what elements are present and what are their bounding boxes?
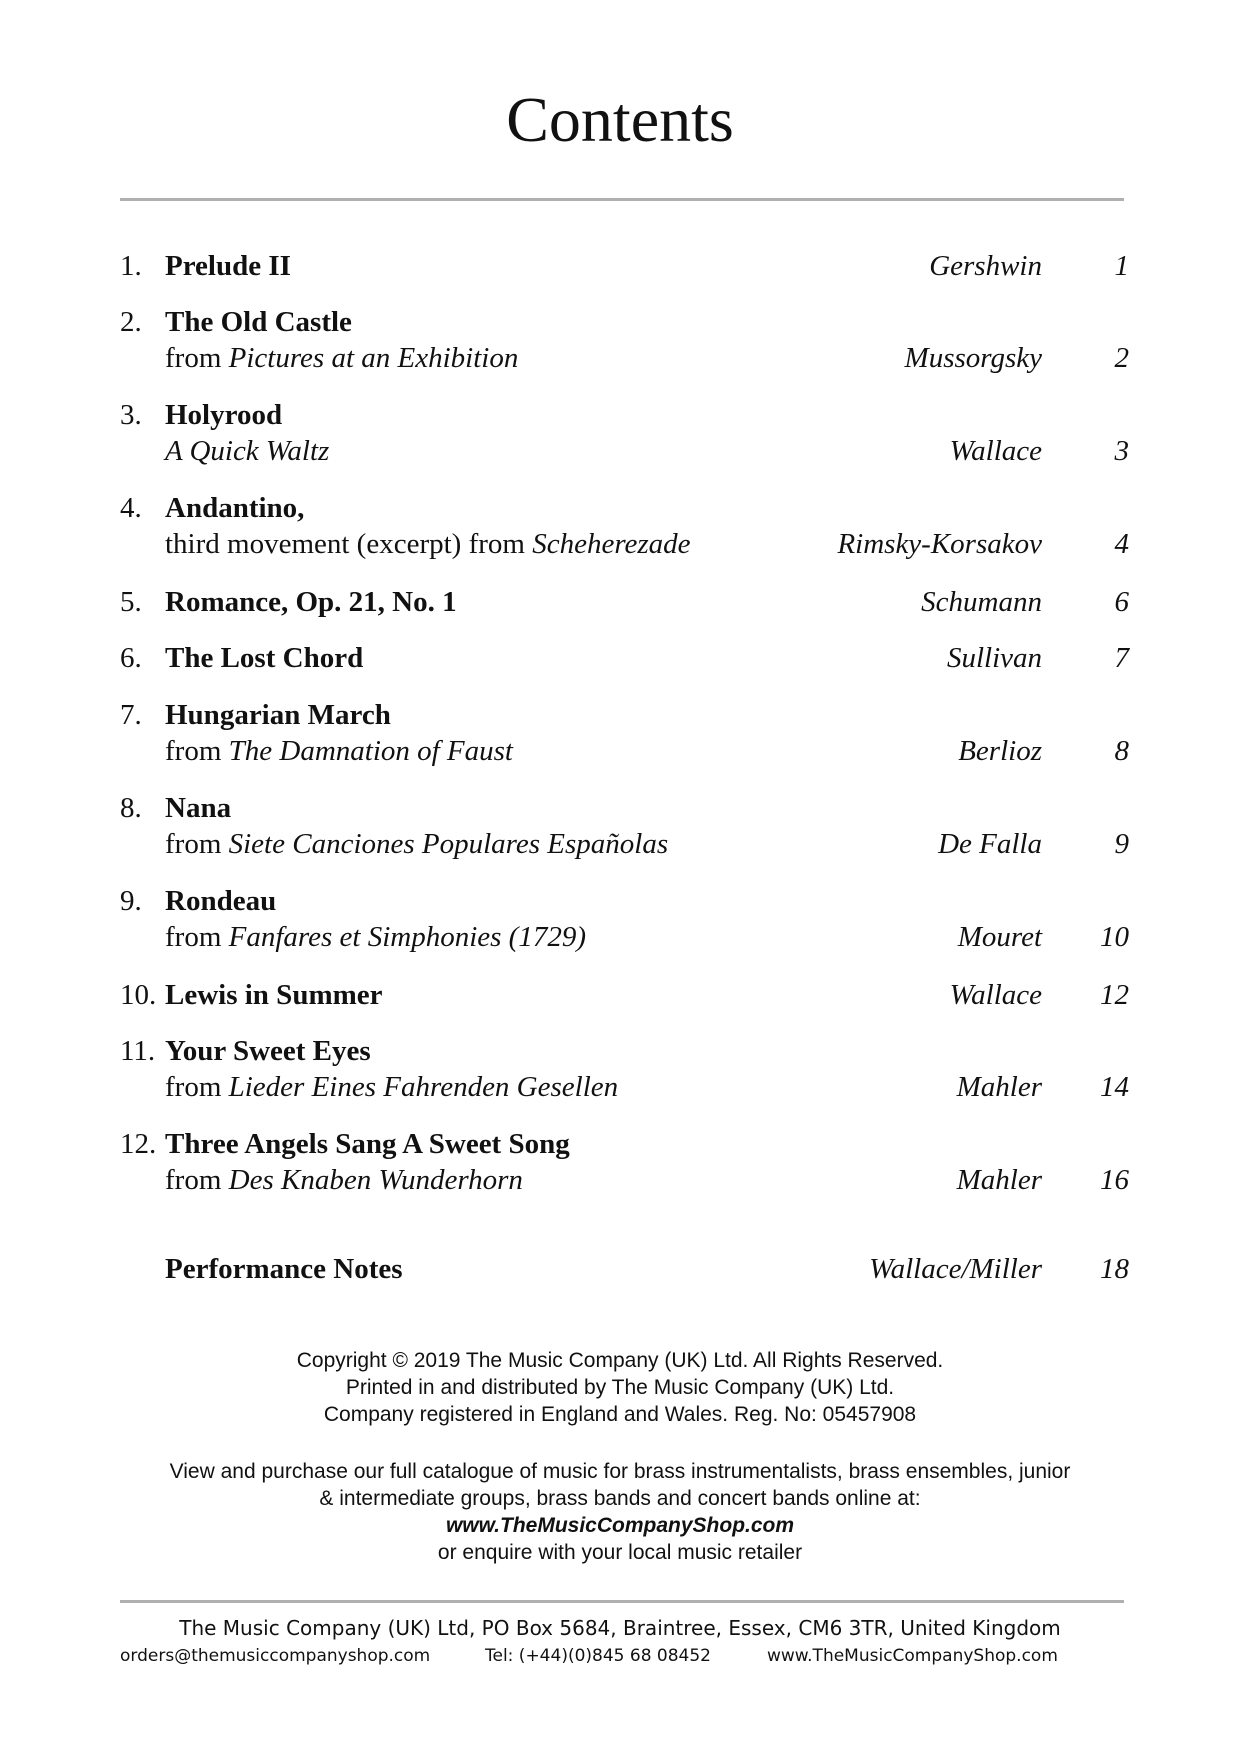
entry-page-number: 3 (1114, 435, 1129, 467)
entry-page-number: 8 (1114, 735, 1129, 767)
entry-number: 11. (120, 1035, 156, 1067)
toc-entry[interactable] (0, 302, 1240, 396)
page-title: Contents (506, 84, 734, 155)
catalogue-line: & intermediate groups, brass bands and concert bands online at: (319, 1487, 921, 1510)
entry-subtitle (165, 824, 668, 864)
toc-entry[interactable] (0, 395, 1240, 489)
entry-page-number: 9 (1114, 828, 1129, 860)
entry-title: Performance Notes (165, 1253, 403, 1285)
entry-number: 12. (120, 1128, 157, 1160)
retailer-line: or enquire with your local music retailer (437, 1541, 803, 1564)
toc-entry[interactable] (0, 695, 1240, 789)
entry-subtitle-prefix: from (165, 1164, 229, 1196)
entry-number: 8. (120, 792, 142, 824)
entry-composer: Wallace/Miller (869, 1253, 1042, 1285)
shop-link[interactable]: www.TheMusicCompanyShop.com (445, 1514, 795, 1537)
entry-subtitle (165, 1067, 618, 1107)
entry-subtitle (165, 431, 329, 471)
entry-page-number: 2 (1114, 342, 1129, 374)
entry-subtitle-prefix: from (165, 828, 229, 860)
entry-composer: Wallace (949, 979, 1042, 1011)
entry-source-work: Fanfares et Simphonies (1729) (228, 921, 586, 953)
entry-number: 1. (120, 250, 142, 282)
entry-subtitle-prefix: from (165, 1071, 229, 1103)
entry-composer: Mouret (957, 921, 1042, 953)
entry-source-work: Scheherezade (532, 528, 691, 560)
entry-title: Rondeau (165, 885, 277, 917)
entry-page-number: 18 (1100, 1253, 1129, 1285)
entry-composer: Gershwin (929, 250, 1042, 282)
entry-source-work: Des Knaben Wunderhorn (228, 1164, 523, 1196)
entry-composer: Schumann (921, 586, 1042, 618)
entry-number: 4. (120, 492, 142, 524)
entry-title: Romance, Op. 21, No. 1 (165, 586, 457, 618)
entry-composer: Sullivan (946, 642, 1042, 674)
entry-page-number: 6 (1114, 586, 1129, 618)
entry-subtitle-prefix: from (165, 342, 229, 374)
entry-title: Hungarian March (165, 699, 391, 731)
entry-composer: Mahler (956, 1164, 1042, 1196)
company-address: The Music Company (UK) Ltd, PO Box 5684, Braintree, Essex, CM6 3TR, United Kingdom (179, 1616, 1061, 1640)
entry-composer: Rimsky-Korsakov (837, 528, 1042, 560)
entry-page-number: 14 (1100, 1071, 1129, 1103)
entry-composer: Berlioz (958, 735, 1042, 767)
entry-title: Nana (165, 792, 232, 824)
bottom-divider (120, 1600, 1124, 1603)
entry-composer: Mahler (956, 1071, 1042, 1103)
entry-page-number: 10 (1100, 921, 1129, 953)
toc-entry-performance-notes[interactable] (0, 1249, 1240, 1343)
entry-subtitle-prefix: third movement (excerpt) from (165, 528, 533, 560)
entry-subtitle-prefix: from (165, 921, 229, 953)
contact-details (0, 1643, 1240, 1669)
distribution-line: Printed in and distributed by The Music Company (UK) Ltd. (345, 1376, 895, 1399)
toc-entry[interactable] (0, 1031, 1240, 1125)
entry-page-number: 1 (1114, 250, 1129, 282)
entry-composer: De Falla (938, 828, 1042, 860)
catalogue-notice (0, 1458, 1240, 1566)
toc-entry[interactable] (0, 488, 1240, 582)
entry-number: 7. (120, 699, 142, 731)
entry-subtitle (165, 731, 513, 771)
catalogue-line: View and purchase our full catalogue of music for brass instrumentalists, brass ensembles, junior (169, 1460, 1071, 1483)
entry-number: 5. (120, 586, 142, 618)
entry-number: 6. (120, 642, 142, 674)
entry-subtitle-prefix: from (165, 735, 229, 767)
entry-composer: Wallace (949, 435, 1042, 467)
entry-number: 9. (120, 885, 142, 917)
entry-title: Andantino, (165, 492, 305, 524)
entry-source-work: Siete Canciones Populares Españolas (228, 828, 669, 860)
entry-title: Prelude II (165, 250, 291, 282)
copyright-line: Copyright © 2019 The Music Company (UK) Ltd. All Rights Reserved. (296, 1349, 944, 1372)
entry-page-number: 4 (1114, 528, 1129, 560)
entry-title: Your Sweet Eyes (165, 1035, 371, 1067)
telephone: Tel: (+44)(0)845 68 08452 (485, 1646, 711, 1666)
entry-title: The Old Castle (165, 306, 352, 338)
entry-page-number: 12 (1100, 979, 1129, 1011)
entry-source-work: A Quick Waltz (165, 435, 330, 467)
top-divider (120, 198, 1124, 201)
entry-subtitle (165, 917, 586, 957)
entry-title: Three Angels Sang A Sweet Song (165, 1128, 570, 1160)
email-link[interactable]: orders@themusiccompanyshop.com (120, 1646, 431, 1666)
entry-number: 2. (120, 306, 142, 338)
website-link[interactable]: www.TheMusicCompanyShop.com (767, 1646, 1058, 1666)
entry-composer: Mussorgsky (904, 342, 1042, 374)
entry-source-work: Pictures at an Exhibition (228, 342, 519, 374)
entry-page-number: 16 (1100, 1164, 1129, 1196)
toc-entry[interactable] (0, 881, 1240, 975)
toc-entry[interactable] (0, 788, 1240, 882)
entry-number: 10. (120, 979, 157, 1011)
entry-number: 3. (120, 399, 142, 431)
entry-title: The Lost Chord (165, 642, 364, 674)
entry-source-work: Lieder Eines Fahrenden Gesellen (228, 1071, 619, 1103)
entry-subtitle (165, 338, 518, 378)
entry-subtitle (165, 1160, 523, 1200)
entry-page-number: 7 (1114, 642, 1129, 674)
copyright-notice (0, 1347, 1240, 1428)
entry-subtitle (165, 524, 691, 564)
toc-entry[interactable] (0, 1124, 1240, 1218)
entry-title: Holyrood (165, 399, 283, 431)
registration-line: Company registered in England and Wales. Reg. No: 05457908 (323, 1403, 917, 1426)
entry-title: Lewis in Summer (165, 979, 383, 1011)
entry-source-work: The Damnation of Faust (228, 735, 513, 767)
